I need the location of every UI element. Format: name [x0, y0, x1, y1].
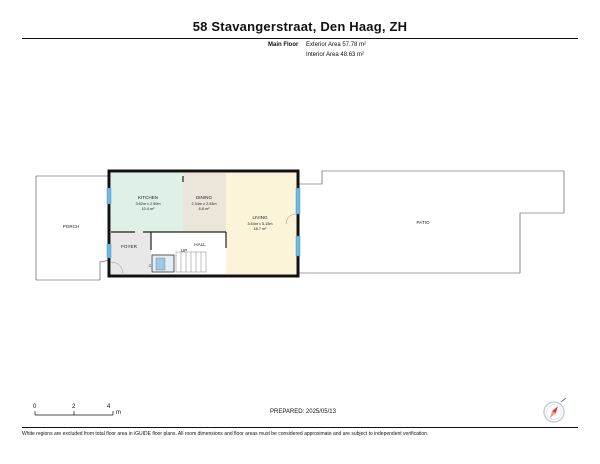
scale-tick-4: 4: [107, 404, 111, 410]
living-dims: 3.64m x 5.15m: [247, 222, 273, 226]
kitchen-area: 10.4 m²: [141, 207, 155, 211]
patio-label: PATIO: [416, 220, 430, 225]
living-label: LIVING: [252, 215, 268, 220]
page-title: 58 Stavangerstraat, Den Haag, ZH: [192, 19, 408, 34]
compass-icon: [542, 398, 568, 424]
scale-bar: [35, 411, 113, 415]
dining-area: 6.8 m²: [198, 207, 210, 211]
closet-inner: [156, 258, 165, 270]
scale-tick-2: 2: [72, 404, 76, 410]
porch-label: PORCH: [62, 224, 80, 229]
closet-label: C: [148, 264, 152, 268]
prepared-date: PREPARED: 2025/05/13: [270, 409, 336, 415]
foyer-label: FOYER: [121, 244, 137, 249]
living-area: 18.7 m²: [253, 227, 267, 231]
scale-unit: m: [116, 410, 121, 416]
floor-name: Main Floor: [268, 42, 299, 48]
disclaimer: White regions are excluded from total floor area in iGUIDE floor plans. All room dimensions and floor areas must be considered approximate and are subject to independent verification.: [22, 431, 429, 437]
dining-dims: 2.34m x 2.93m: [191, 202, 217, 206]
dining-label: DINING: [195, 195, 213, 200]
kitchen-dims: 3.62m x 2.90m: [135, 202, 161, 206]
hall-label: HALL: [194, 242, 206, 247]
exterior-area: Exterior Area 57.78 m²: [306, 42, 367, 48]
patio-outline: [298, 171, 564, 273]
footer-rule: [22, 427, 578, 428]
scale-tick-0: 0: [33, 404, 37, 410]
interior-area: Interior Area 48.63 m²: [306, 52, 365, 58]
foyer-fill: [111, 232, 151, 274]
kitchen-label: KITCHEN: [137, 195, 159, 200]
stairs-up-label: UP: [180, 248, 188, 253]
